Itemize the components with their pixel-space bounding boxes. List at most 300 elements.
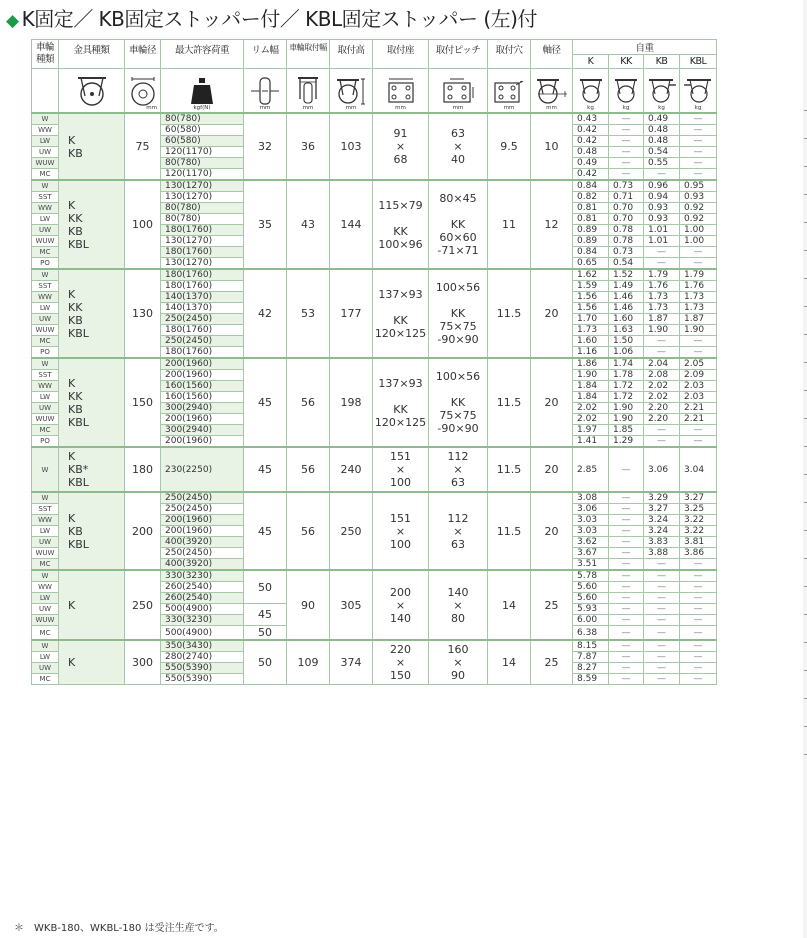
weight-kbl: — [680, 593, 717, 604]
weight-kb: — [644, 663, 680, 674]
weight-kbl: — [680, 169, 717, 181]
weight-kk: 0.71 [609, 192, 644, 203]
weight-kbl: 1.00 [680, 225, 717, 236]
footnote: ＊ WKB-180、WKBL-180 は受注生産です。 [14, 923, 224, 934]
weight-kb: 1.87 [644, 314, 680, 325]
rim-width: 32 [244, 113, 287, 180]
weight-kb: — [644, 247, 680, 258]
max-load-value: 300(2940) [161, 425, 244, 436]
caster-type-code: PO [32, 347, 59, 359]
header-mount-pitch: 取付ピッチ [429, 40, 488, 69]
weight-kbl: — [680, 347, 717, 359]
weight-kb: 3.27 [644, 504, 680, 515]
mount-hole-size: 14 [488, 570, 531, 640]
table-row [32, 113, 717, 125]
weight-kb: 0.55 [644, 158, 680, 169]
max-load-value: 160(1560) [161, 392, 244, 403]
max-load-value: 400(3920) [161, 559, 244, 571]
weight-kbl: — [680, 582, 717, 593]
wheel-mount-width: 53 [287, 269, 330, 358]
caster-type-code: SST [32, 370, 59, 381]
fitting-types: K [59, 570, 125, 640]
mount-pitch-size: 112 × 63 [429, 447, 488, 492]
caster-type-code: WW [32, 203, 59, 214]
mount-base-size: 91 × 68 [373, 113, 429, 180]
max-load-value: 180(1760) [161, 247, 244, 258]
wheel-mount-width: 56 [287, 492, 330, 570]
header-weight-kk: KK [609, 55, 644, 69]
weight-kbl: 3.27 [680, 492, 717, 504]
weight-kb: 0.48 [644, 125, 680, 136]
weight-kb: 3.24 [644, 515, 680, 526]
weight-kb: — [644, 626, 680, 641]
weight-kk: 0.54 [609, 258, 644, 270]
max-load-value: 80(780) [161, 214, 244, 225]
caster-type-code: W [32, 113, 59, 125]
caster-type-code: WUW [32, 325, 59, 336]
weight-kb: 0.49 [644, 113, 680, 125]
weight-kk: 1.60 [609, 314, 644, 325]
rim-width: 50 [244, 570, 287, 604]
axle-dia-icon: mm [531, 69, 573, 114]
max-load-value: 260(2540) [161, 582, 244, 593]
header-wheel-mount-width: 車輪取付幅 [287, 40, 330, 69]
wheel-diameter: 200 [125, 492, 161, 570]
weight-k: 0.84 [573, 180, 609, 192]
weight-kb: 1.79 [644, 269, 680, 281]
weight-k: 1.84 [573, 392, 609, 403]
rim-width: 45 [244, 447, 287, 492]
rim-width: 42 [244, 269, 287, 358]
weight-kk: 0.73 [609, 180, 644, 192]
weight-kbl: — [680, 663, 717, 674]
weight-k: 7.87 [573, 652, 609, 663]
weight-kb: — [644, 582, 680, 593]
max-load-value: 300(2940) [161, 403, 244, 414]
weight-kk: — [609, 113, 644, 125]
weight-k: 2.02 [573, 414, 609, 425]
caster-type-code: WUW [32, 615, 59, 626]
axle-diameter: 20 [531, 269, 573, 358]
weight-kk: 0.70 [609, 214, 644, 225]
weight-k: 5.60 [573, 593, 609, 604]
weight-kbl: 1.87 [680, 314, 717, 325]
max-load-value: 500(4900) [161, 604, 244, 615]
weight-kbl: — [680, 640, 717, 652]
weight-kb: — [644, 615, 680, 626]
weight-kb: 0.93 [644, 203, 680, 214]
max-load-value: 280(2740) [161, 652, 244, 663]
weight-k: 0.42 [573, 169, 609, 181]
rim-width-icon: mm [244, 69, 287, 114]
weight-kk: — [609, 515, 644, 526]
header-rim-width: リム幅 [244, 40, 287, 69]
wheel-mount-width: 43 [287, 180, 330, 269]
weight-kbl: 3.86 [680, 548, 717, 559]
mount-height: 198 [330, 358, 373, 447]
max-load-value: 140(1370) [161, 292, 244, 303]
weight-kbl: — [680, 158, 717, 169]
caster-type-code: MC [32, 247, 59, 258]
max-load-value: 350(3430) [161, 640, 244, 652]
weight-k: 0.65 [573, 258, 609, 270]
wheel-diameter: 130 [125, 269, 161, 358]
mount-height-icon: mm [330, 69, 373, 114]
max-load-value: 80(780) [161, 158, 244, 169]
rim-width: 50 [244, 626, 287, 641]
weight-kb: 1.73 [644, 292, 680, 303]
mount-base-size: 137×93 KK 120×125 [373, 269, 429, 358]
weight-kb: 1.90 [644, 325, 680, 336]
mount-base-size: 137×93 KK 120×125 [373, 358, 429, 447]
weight-k: 1.56 [573, 303, 609, 314]
mount-hole-size: 11.5 [488, 447, 531, 492]
max-load-value: 200(1960) [161, 526, 244, 537]
weight-kb: — [644, 559, 680, 571]
weight-kk: — [609, 147, 644, 158]
weight-kb: 0.93 [644, 214, 680, 225]
title-text: K固定／ KB固定ストッパー付／ KBL固定ストッパー (左)付 [21, 7, 537, 31]
header-mount-hole: 取付穴 [488, 40, 531, 69]
max-load-value: 180(1760) [161, 347, 244, 359]
weight-kb: 1.01 [644, 236, 680, 247]
caster-type-code: WUW [32, 158, 59, 169]
caster-type-code: W [32, 570, 59, 582]
wheel-diameter: 75 [125, 113, 161, 180]
weight-kk: — [609, 447, 644, 492]
caster-type-code: LW [32, 593, 59, 604]
wheel-diameter: 100 [125, 180, 161, 269]
weight-kbl: 0.92 [680, 203, 717, 214]
caster-type-code: MC [32, 169, 59, 181]
weight-kk: 1.72 [609, 381, 644, 392]
weight-kk-icon: kg [609, 69, 644, 114]
max-load-value: 160(1560) [161, 381, 244, 392]
weight-kk: — [609, 169, 644, 181]
max-load-value: 180(1760) [161, 225, 244, 236]
fitting-types: K KB* KBL [59, 447, 125, 492]
weight-kk: — [609, 504, 644, 515]
max-load-value: 130(1270) [161, 180, 244, 192]
weight-k: 2.85 [573, 447, 609, 492]
page-title [6, 5, 537, 33]
caster-type-code: WUW [32, 548, 59, 559]
weight-kbl: 3.22 [680, 526, 717, 537]
weight-kbl: — [680, 626, 717, 641]
caster-type-code: W [32, 180, 59, 192]
weight-kbl: — [680, 147, 717, 158]
weight-kk: — [609, 526, 644, 537]
weight-kk: — [609, 640, 644, 652]
weight-kbl: 1.73 [680, 303, 717, 314]
caster-type-code: W [32, 358, 59, 370]
weight-k: 1.62 [573, 269, 609, 281]
rim-width: 50 [244, 640, 287, 685]
max-load-value: 260(2540) [161, 593, 244, 604]
weight-k: 0.48 [573, 147, 609, 158]
weight-kb: — [644, 674, 680, 685]
wheel-diameter: 180 [125, 447, 161, 492]
weight-kbl: 2.03 [680, 392, 717, 403]
weight-kbl: — [680, 125, 717, 136]
weight-kk: — [609, 582, 644, 593]
max-load-value: 330(3230) [161, 570, 244, 582]
weight-kbl: 1.79 [680, 269, 717, 281]
weight-kbl: 3.22 [680, 515, 717, 526]
caster-type-code: UW [32, 537, 59, 548]
rim-width: 45 [244, 604, 287, 626]
header-caster-type: 車輪 種類 [32, 40, 59, 69]
weight-kbl: 2.03 [680, 381, 717, 392]
mount-height: 374 [330, 640, 373, 685]
caster-type-code: WW [32, 582, 59, 593]
max-load-value: 80(780) [161, 203, 244, 214]
weight-kb: — [644, 593, 680, 604]
table-row [32, 570, 717, 582]
caster-type-code: WW [32, 381, 59, 392]
weight-kb-icon: kg [644, 69, 680, 114]
weight-kb: — [644, 570, 680, 582]
rim-width: 45 [244, 492, 287, 570]
weight-k: 1.70 [573, 314, 609, 325]
caster-type-code: W [32, 640, 59, 652]
weight-k: 0.89 [573, 225, 609, 236]
weight-kb: — [644, 652, 680, 663]
mount-base-size: 151 × 100 [373, 492, 429, 570]
caster-type-code: LW [32, 136, 59, 147]
weight-kbl: 1.90 [680, 325, 717, 336]
caster-type-code: UW [32, 604, 59, 615]
max-load-value: 180(1760) [161, 325, 244, 336]
max-load-value: 200(1960) [161, 515, 244, 526]
weight-kb: — [644, 347, 680, 359]
max-load-value: 120(1170) [161, 147, 244, 158]
mount-height: 240 [330, 447, 373, 492]
weight-kb: 2.08 [644, 370, 680, 381]
max-load-value: 130(1270) [161, 258, 244, 270]
max-load-value: 250(2450) [161, 492, 244, 504]
caster-type-code: MC [32, 674, 59, 685]
weight-kk: — [609, 136, 644, 147]
rim-width: 35 [244, 180, 287, 269]
weight-k: 0.43 [573, 113, 609, 125]
axle-diameter: 20 [531, 492, 573, 570]
caster-type-icon-cell [32, 69, 59, 114]
max-load-value: 500(4900) [161, 626, 244, 641]
weight-kbl: — [680, 570, 717, 582]
caster-type-code: LW [32, 303, 59, 314]
weight-k: 3.51 [573, 559, 609, 571]
weight-kb: — [644, 336, 680, 347]
table-row [32, 180, 717, 192]
weight-kbl: 3.04 [680, 447, 717, 492]
wheel-mount-width: 109 [287, 640, 330, 685]
caster-type-code: WW [32, 292, 59, 303]
weight-k: 0.81 [573, 203, 609, 214]
weight-kb: 3.88 [644, 548, 680, 559]
weight-kbl: — [680, 136, 717, 147]
max-load-value: 80(780) [161, 113, 244, 125]
caster-type-code: LW [32, 526, 59, 537]
weight-k: 0.49 [573, 158, 609, 169]
caster-type-code: SST [32, 192, 59, 203]
weight-kb: — [644, 640, 680, 652]
table-row [32, 358, 717, 370]
max-load-value: 140(1370) [161, 303, 244, 314]
spec-table [31, 39, 717, 685]
weight-kb: 2.02 [644, 381, 680, 392]
weight-kk: 1.63 [609, 325, 644, 336]
weight-kk: — [609, 652, 644, 663]
max-load-value: 180(1760) [161, 269, 244, 281]
mount-hole-size: 11 [488, 180, 531, 269]
fitting-types: K KK KB KBL [59, 358, 125, 447]
weight-kk: 1.29 [609, 436, 644, 448]
weight-kk: 1.72 [609, 392, 644, 403]
weight-kb: 1.73 [644, 303, 680, 314]
caster-type-code: WUW [32, 236, 59, 247]
weight-k: 1.16 [573, 347, 609, 359]
wheel-diameter: 150 [125, 358, 161, 447]
weight-kk: — [609, 548, 644, 559]
weight-kb: 0.48 [644, 136, 680, 147]
weight-k: 3.62 [573, 537, 609, 548]
weight-kb: — [644, 169, 680, 181]
weight-kb: 3.83 [644, 537, 680, 548]
mount-height: 177 [330, 269, 373, 358]
weight-k: 3.03 [573, 515, 609, 526]
max-load-value: 130(1270) [161, 192, 244, 203]
weight-k: 8.15 [573, 640, 609, 652]
mount-height: 250 [330, 492, 373, 570]
weight-k: 1.97 [573, 425, 609, 436]
max-load-value: 550(5390) [161, 663, 244, 674]
weight-kb: 0.54 [644, 147, 680, 158]
caster-type-code: UW [32, 663, 59, 674]
weight-k: 1.90 [573, 370, 609, 381]
weight-k: 1.73 [573, 325, 609, 336]
weight-k: 8.59 [573, 674, 609, 685]
weight-kb: 3.24 [644, 526, 680, 537]
weight-kbl: — [680, 674, 717, 685]
weight-k: 3.67 [573, 548, 609, 559]
weight-kbl: — [680, 247, 717, 258]
mount-pitch-size: 80×45 KK 60×60 -71×71 [429, 180, 488, 269]
weight-kb: — [644, 425, 680, 436]
axle-diameter: 20 [531, 358, 573, 447]
header-fitting-type: 金具種類 [59, 40, 125, 69]
mount-hole-size: 14 [488, 640, 531, 685]
weight-kk: 1.46 [609, 303, 644, 314]
weight-k: 0.42 [573, 136, 609, 147]
weight-kk: — [609, 492, 644, 504]
weight-kb: 3.29 [644, 492, 680, 504]
max-load-value: 180(1760) [161, 281, 244, 292]
weight-kk: — [609, 125, 644, 136]
weight-kb: — [644, 258, 680, 270]
axle-diameter: 25 [531, 640, 573, 685]
mount-base-size: 115×79 KK 100×96 [373, 180, 429, 269]
mount-base-size: 220 × 150 [373, 640, 429, 685]
caster-type-code: MC [32, 626, 59, 641]
weight-k: 2.02 [573, 403, 609, 414]
weight-icon: kgf(N) [161, 69, 244, 114]
header-wheel-dia: 車輪径 [125, 40, 161, 69]
weight-kbl: — [680, 559, 717, 571]
weight-kk: 0.70 [609, 203, 644, 214]
weight-kk: 1.50 [609, 336, 644, 347]
caster-type-code: UW [32, 314, 59, 325]
mount-pitch-size: 140 × 80 [429, 570, 488, 640]
weight-kbl: 0.92 [680, 214, 717, 225]
caster-type-code: WW [32, 515, 59, 526]
weight-k: 1.41 [573, 436, 609, 448]
caster-type-code: WW [32, 125, 59, 136]
max-load-value: 60(580) [161, 136, 244, 147]
weight-k: 3.08 [573, 492, 609, 504]
mount-pitch-size: 63 × 40 [429, 113, 488, 180]
header-axle-dia: 軸径 [531, 40, 573, 69]
weight-kbl: 0.95 [680, 180, 717, 192]
weight-kk: — [609, 570, 644, 582]
weight-kbl: 3.25 [680, 504, 717, 515]
weight-kb: — [644, 604, 680, 615]
weight-kbl: — [680, 615, 717, 626]
weight-kk: — [609, 537, 644, 548]
fitting-types: K KB KBL [59, 492, 125, 570]
wheel-dia-icon: mm [125, 69, 161, 114]
spec-table-body [32, 113, 717, 685]
max-load-value: 250(2450) [161, 548, 244, 559]
caster-type-code: MC [32, 336, 59, 347]
weight-kk: 1.46 [609, 292, 644, 303]
weight-kk: — [609, 626, 644, 641]
caster-type-code: WUW [32, 414, 59, 425]
caster-type-code: MC [32, 559, 59, 571]
weight-kbl: 1.73 [680, 292, 717, 303]
weight-k: 1.59 [573, 281, 609, 292]
mount-base-size: 151 × 100 [373, 447, 429, 492]
caster-type-code: SST [32, 504, 59, 515]
weight-k: 1.84 [573, 381, 609, 392]
caster-type-code: W [32, 269, 59, 281]
max-load-value: 200(1960) [161, 358, 244, 370]
weight-kbl: — [680, 113, 717, 125]
header-max-load: 最大許容荷重 [161, 40, 244, 69]
weight-k: 0.82 [573, 192, 609, 203]
fitting-types: K KK KB KBL [59, 180, 125, 269]
caster-type-code: UW [32, 403, 59, 414]
weight-kk: 0.78 [609, 225, 644, 236]
max-load-value: 200(1960) [161, 414, 244, 425]
weight-kbl: 2.21 [680, 414, 717, 425]
weight-kk: 0.73 [609, 247, 644, 258]
weight-k: 0.81 [573, 214, 609, 225]
wheel-diameter: 250 [125, 570, 161, 640]
max-load-value: 200(1960) [161, 370, 244, 381]
max-load-value: 120(1170) [161, 169, 244, 181]
mount-pitch-size: 100×56 KK 75×75 -90×90 [429, 269, 488, 358]
weight-k: 5.78 [573, 570, 609, 582]
mount-base-size: 200 × 140 [373, 570, 429, 640]
weight-kbl: 3.81 [680, 537, 717, 548]
weight-k: 6.38 [573, 626, 609, 641]
weight-k: 0.42 [573, 125, 609, 136]
weight-kk: 1.90 [609, 414, 644, 425]
weight-kbl: — [680, 425, 717, 436]
axle-diameter: 25 [531, 570, 573, 640]
weight-kk: 0.78 [609, 236, 644, 247]
